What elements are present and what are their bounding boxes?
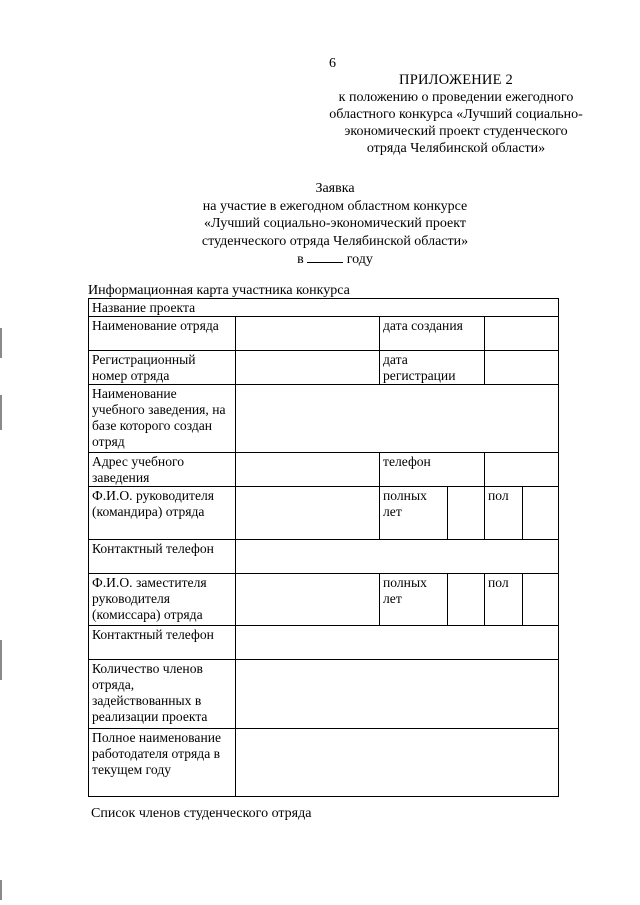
- application-line: «Лучший социально-экономический проект: [204, 216, 466, 231]
- appendix-line: экономический проект студенческого: [344, 124, 568, 139]
- year-blank: [307, 250, 343, 263]
- scan-artifact: [0, 395, 2, 430]
- application-title: Заявка: [315, 181, 355, 196]
- deputy-gender-value-cell[interactable]: [523, 574, 559, 626]
- scan-artifact: [0, 328, 2, 358]
- deputy-full-years-label: полных лет: [380, 574, 448, 626]
- address-value-cell[interactable]: [236, 453, 380, 487]
- appendix-line: к положению о проведении ежегодного: [338, 90, 574, 105]
- deputy-label: Ф.И.О. заместителя руководителя (комиссара) отряда: [89, 574, 236, 626]
- leader-age-value-cell[interactable]: [448, 487, 485, 540]
- leader-contact-phone-label: Контактный телефон: [89, 540, 236, 574]
- card-title: Информационная карта участника конкурса: [88, 283, 350, 298]
- reg-number-label: Регистрационный номер отряда: [89, 351, 236, 385]
- year-suffix: году: [346, 252, 373, 267]
- application-header: [150, 180, 520, 269]
- squad-name-label: Наименование отряда: [89, 317, 236, 351]
- table-row: [89, 453, 559, 487]
- table-row: [89, 299, 559, 317]
- leader-label: Ф.И.О. руководителя (командира) отряда: [89, 487, 236, 540]
- members-list-heading: Список членов студенческого отряда: [91, 806, 312, 821]
- institution-label: Наименование учебного заведения, на базе которого создан отряд: [89, 385, 236, 453]
- table-row: [89, 626, 559, 660]
- appendix-block: [300, 72, 612, 157]
- address-label: Адрес учебного заведения: [89, 453, 236, 487]
- leader-gender-label: пол: [485, 487, 523, 540]
- leader-gender-value-cell[interactable]: [523, 487, 559, 540]
- reg-date-value-cell[interactable]: [485, 351, 559, 385]
- creation-date-value-cell[interactable]: [485, 317, 559, 351]
- leader-contact-phone-value-cell[interactable]: [236, 540, 559, 574]
- table-row: [89, 351, 559, 385]
- deputy-gender-label: пол: [485, 574, 523, 626]
- table-row: [89, 317, 559, 351]
- leader-value-cell[interactable]: [236, 487, 380, 540]
- table-row: [89, 487, 559, 540]
- table-row: [89, 540, 559, 574]
- table-row: [89, 385, 559, 453]
- reg-date-label: дата регистрации: [380, 351, 485, 385]
- table-row: [89, 729, 559, 797]
- institution-value-cell[interactable]: [236, 385, 559, 453]
- deputy-value-cell[interactable]: [236, 574, 380, 626]
- application-line: студенческого отряда Челябинской области»: [201, 233, 469, 249]
- table-row: [89, 660, 559, 729]
- appendix-line: областного конкурса «Лучший социально-: [329, 107, 583, 122]
- appendix-line: отряда Челябинской области»: [366, 141, 546, 156]
- reg-number-value-cell[interactable]: [236, 351, 380, 385]
- scan-artifact: [0, 880, 2, 900]
- deputy-contact-phone-value-cell[interactable]: [236, 626, 559, 660]
- members-count-value-cell[interactable]: [236, 660, 559, 729]
- leader-full-years-label: полных лет: [380, 487, 448, 540]
- phone-value-cell[interactable]: [485, 453, 559, 487]
- appendix-heading: ПРИЛОЖЕНИЕ 2: [399, 72, 513, 88]
- members-count-label: Количество членов отряда, задействованных в реализации проекта: [89, 660, 236, 729]
- project-name-label: Название проекта: [89, 299, 559, 317]
- application-year: [150, 250, 520, 269]
- phone-label: телефон: [380, 453, 485, 487]
- page-number: 6: [329, 56, 336, 71]
- employer-value-cell[interactable]: [236, 729, 559, 797]
- squad-name-value-cell[interactable]: [236, 317, 380, 351]
- creation-date-label: дата создания: [380, 317, 485, 351]
- info-card-table: [88, 298, 559, 797]
- table-row: [89, 574, 559, 626]
- employer-label: Полное наименование работодателя отряда в текущем году: [89, 729, 236, 797]
- scan-artifact: [0, 640, 2, 680]
- year-prefix: в: [297, 252, 304, 267]
- deputy-age-value-cell[interactable]: [448, 574, 485, 626]
- application-line: на участие в ежегодном областном конкурсе: [202, 198, 468, 214]
- deputy-contact-phone-label: Контактный телефон: [89, 626, 236, 660]
